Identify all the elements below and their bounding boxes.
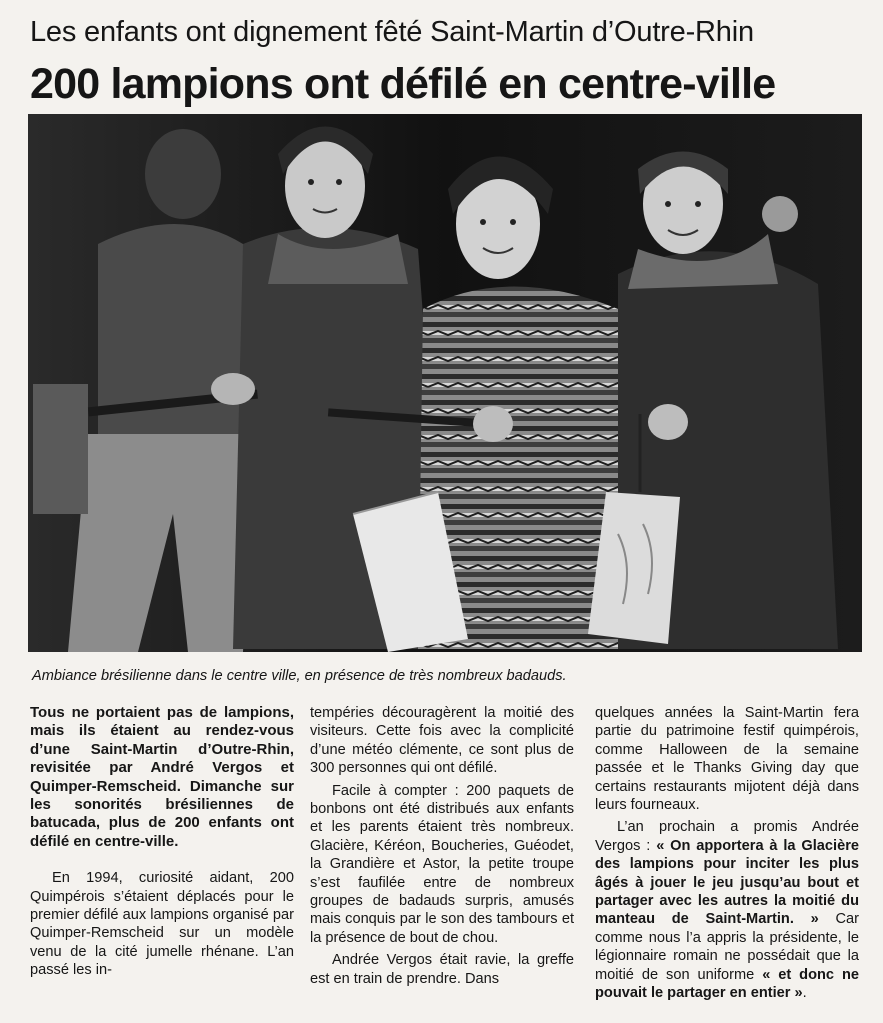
text-column-1 [30,704,294,980]
article-photo [28,114,862,652]
photo-caption: Ambiance brésilienne dans le centre ville, en présence de très nombreux badauds. [32,668,567,684]
text-column-2 [310,704,574,988]
paragraph: tempéries découragèrent la moitié des visiteurs. Cette fois avec la complicité d’une météo clémente, ce sont plus de 300 personnes qui ont défilé. [310,705,574,777]
quote-context: Car comme nous l’a appris la présidente, le légionnaire romain ne possédait que la moitié de son uniforme [595,911,859,983]
paragraph: Andrée Vergos était ravie, la greffe est en train de prendre. Dans [310,952,574,987]
paragraph: En 1994, curiosité aidant, 200 Quimpérois s’étaient déplacés pour le premier défilé aux lampions organisé par Quimper-Remscheid sur un modèle venu de la cité jumelle rhénane. L’an passé les in- [30,870,294,979]
text-column-3 [595,704,859,1003]
quote-end: « et donc ne pouvait le partager en entier » [595,966,859,1002]
quote: « On apportera à la Glacière des lampions pour inciter les plus âgés à jouer le jeu jusqu’au bout et partager avec les autres la moitié du manteau de Saint-Martin. » [595,837,859,928]
paragraph [595,818,859,1002]
paragraph: Facile à compter : 200 paquets de bonbons ont été distribués aux enfants et les parents étaient très nombreux. Glacière, Kéréon, Boucheries, Guéodet, la Grandière et Astor, la petite troupe s’est faufilée entre de nombreux groupes de badauds surpris, amusés mais conquis par le son des tambours et la présence de bout de chou. [310,782,574,946]
photo-children-with-lanterns [28,114,862,652]
quote-intro: L’an prochain a promis Andrée Vergos : [595,819,859,854]
article-headline: 200 lampions ont défilé en centre-ville [30,60,776,108]
article-lead: Tous ne portaient pas de lampions, mais ils étaient au rendez-vous d’une Saint-Martin d’Outre-Rhin, revisitée par André Vergos et Quimper-Remscheid. Dimanche sur les sonorités brésiliennes de batucada, plus de 200 enfants ont défilé en centre-ville. [30,704,294,850]
article-kicker: Les enfants ont dignement fêté Saint-Martin d’Outre-Rhin [30,16,754,48]
paragraph: quelques années la Saint-Martin fera partie du patrimoine festif quimpérois, comme Halloween de la semaine passée et le Thanks Giving day que certains restaurants mijotent déjà dans leurs fourneaux. [595,705,859,814]
period: . [802,985,807,1002]
